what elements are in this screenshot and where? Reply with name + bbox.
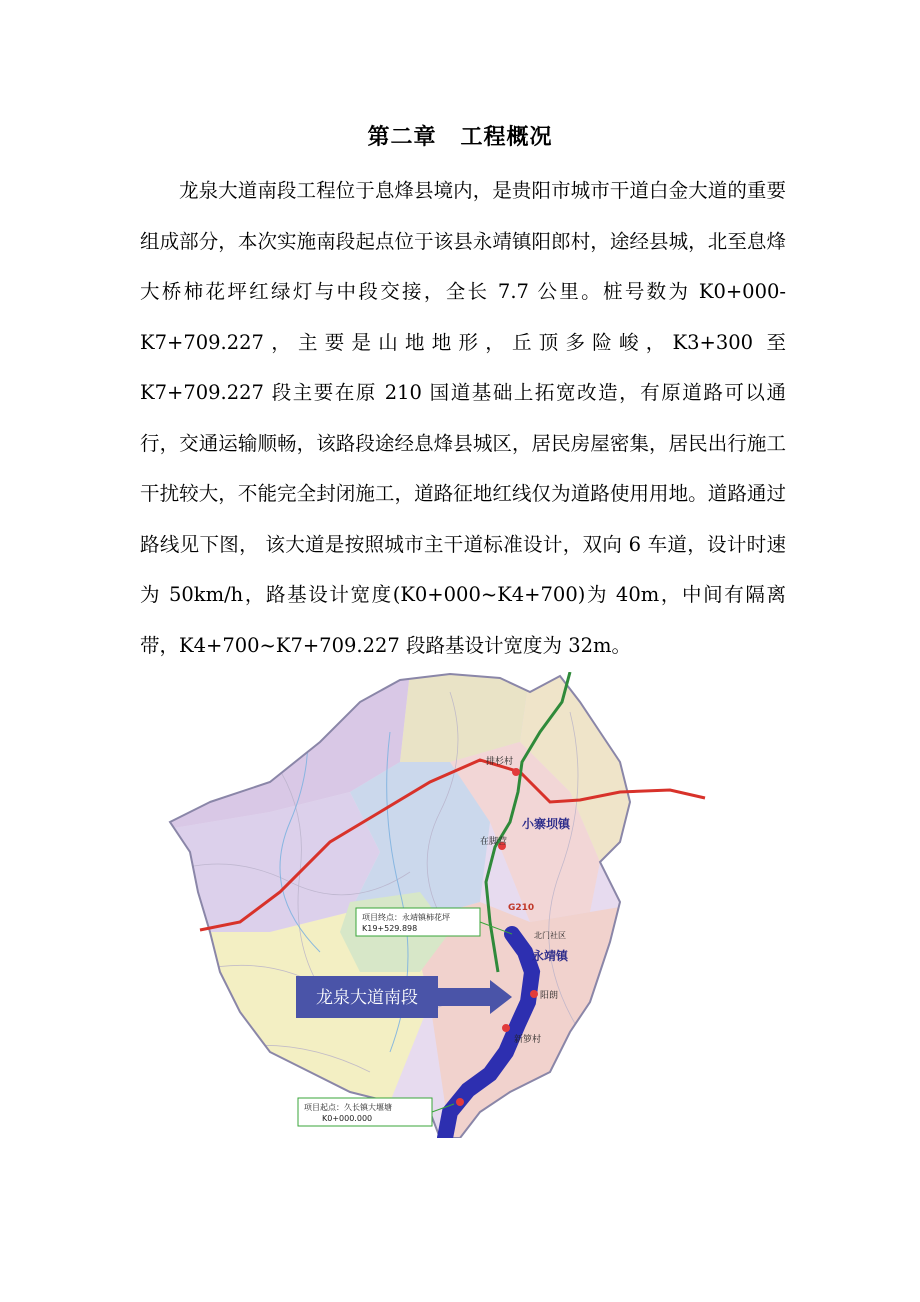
- region-area: [150, 672, 710, 1138]
- end-point-station: K19+529.898: [362, 924, 418, 933]
- label-g210: G210: [508, 903, 535, 913]
- body-text: [140, 166, 786, 671]
- chapter-name: 工程概况: [460, 124, 553, 150]
- route-map-svg: [150, 672, 710, 1138]
- start-point-label: 项目起点：久长镇大堰塘: [304, 1103, 392, 1112]
- label-yanglang: 阳朗: [540, 991, 559, 1001]
- start-point-callout: [298, 1098, 454, 1126]
- end-point-label: 项目终点：永靖镇柿花坪: [362, 913, 450, 922]
- start-point-station: K0+000.000: [322, 1114, 373, 1123]
- marker-start: [456, 1098, 464, 1106]
- label-xinluo: 新箩村: [514, 1035, 542, 1045]
- chapter-title: [0, 120, 920, 151]
- marker-yanglang: [530, 990, 538, 998]
- project-overview-paragraph: 龙泉大道南段工程位于息烽县境内，是贵阳市城市干道白金大道的重要组成部分，本次实施南段起点位于该县永靖镇阳郎村，途经县城，北至息烽大桥柿花坪红绿灯与中段交接，全长 7.7 公里。桩号数为 K0+000- K7+709.227，主要是山地地形，丘顶多险峻，K3+300 至 K7+709.227 段主要在原 210 国道基础上拓宽改造，有原道路可以通行，交通运输顺畅，该路段途经息烽县城区，居民房屋密集，居民出行施工干扰较大，不能完全封闭施工，道路征地红线仅为道路使用用地。道路通过路线见下图， 该大道是按照城市主干道标准设计，双向 6 车道，设计时速为 50km/h，路基设计宽度(K0+000~K4+700)为 40m，中间有隔离带，K4+700~K7+709.227 段路基设计宽度为 32m。: [140, 179, 786, 657]
- marker-paishan: [512, 768, 520, 776]
- label-beimen: 北门社区: [534, 931, 566, 940]
- label-paishan: 排杉村: [486, 757, 514, 767]
- chapter-number: 第二章: [367, 124, 437, 150]
- route-map: [150, 672, 710, 1138]
- label-zaijiaoying: 在脚营: [480, 837, 508, 847]
- marker-xinluo: [502, 1024, 510, 1032]
- label-yongjing: 永靖镇: [532, 949, 569, 963]
- label-xiaozhaiba: 小寨坝镇: [522, 817, 571, 831]
- route-name-label: 龙泉大道南段: [316, 988, 418, 1008]
